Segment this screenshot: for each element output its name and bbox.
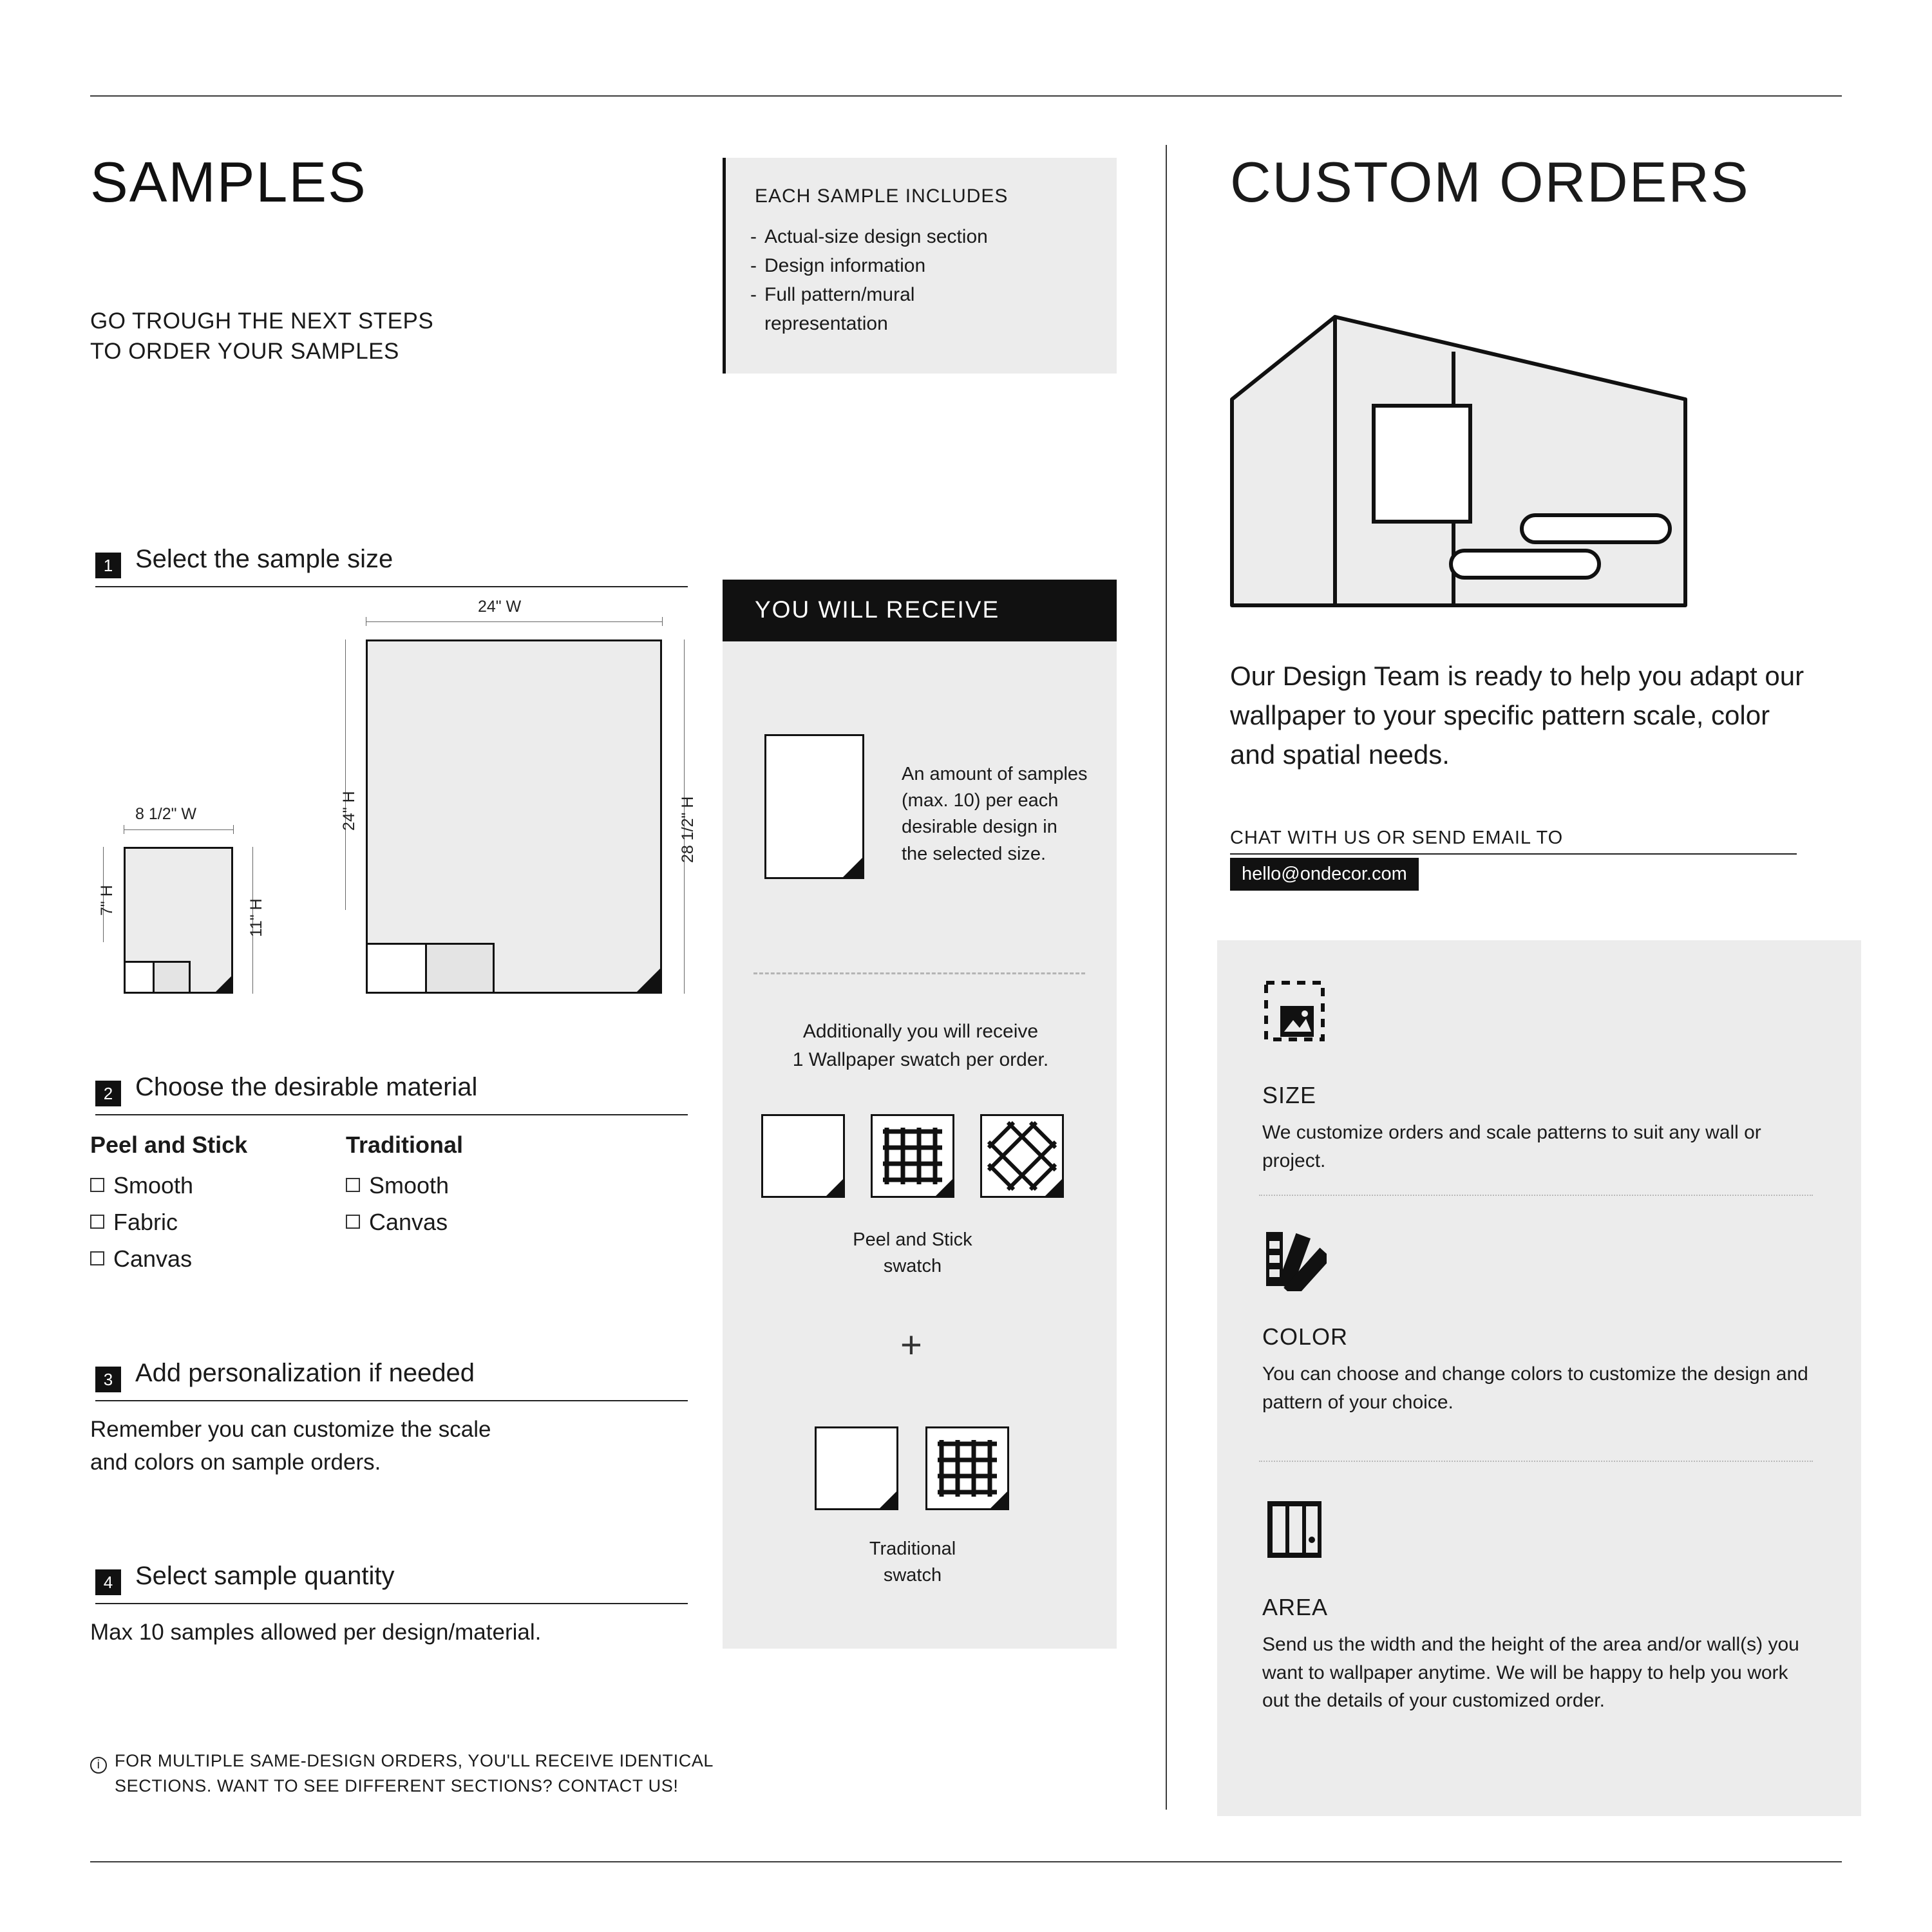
step-label: Add personalization if needed (135, 1359, 475, 1387)
page-title-custom-orders: CUSTOM ORDERS (1230, 150, 1750, 214)
material-option-label: Canvas (113, 1245, 193, 1272)
additional-note-line1: Additionally you will receive (802, 1021, 1039, 1042)
list-item-label: Actual-size design section (764, 226, 988, 247)
panel-dashed-divider (753, 972, 1085, 974)
wall-area-icon (1262, 1497, 1327, 1565)
contact-underline (1230, 853, 1797, 855)
dash-marker: - (750, 255, 757, 276)
image-frame-icon (1262, 979, 1327, 1046)
plus-symbol: + (900, 1324, 922, 1366)
dim-tick (662, 617, 663, 626)
feature-separator (1259, 1195, 1813, 1196)
sample-size-small-preview (124, 847, 233, 994)
step-4-description: Max 10 samples allowed per design/material. (90, 1620, 542, 1645)
checkbox-icon[interactable] (90, 1215, 104, 1229)
material-option-peel-fabric[interactable] (90, 1209, 178, 1236)
feature-text-color: You can choose and change colors to customize the design and pattern of your choice. (1262, 1363, 1808, 1413)
each-sample-includes-title: EACH SAMPLE INCLUDES (755, 185, 1009, 207)
feature-title-color: COLOR (1262, 1323, 1349, 1350)
dim-label-small-width: 8 1/2" W (135, 805, 197, 823)
material-option-trad-canvas[interactable] (346, 1209, 448, 1236)
list-item-label: Design information (764, 255, 926, 276)
material-option-peel-smooth[interactable] (90, 1172, 193, 1199)
corner-fold (936, 1179, 952, 1196)
dash-marker: - (750, 226, 757, 247)
peel-and-stick-swatch-caption (761, 1227, 1064, 1279)
list-item-label: representation (764, 313, 888, 334)
corner-fold (843, 858, 862, 877)
corner-fold (990, 1492, 1007, 1508)
swatch-white-block (368, 943, 427, 992)
material-option-label: Canvas (369, 1209, 448, 1235)
swatch-grid-peel (871, 1114, 954, 1198)
dim-label-small-height-right: 11" H (247, 898, 265, 937)
swatch-diagonal-peel (980, 1114, 1064, 1198)
list-item (750, 222, 1092, 251)
bottom-divider (90, 1861, 1842, 1862)
contact-email-link[interactable]: hello@ondecor.com (1230, 858, 1419, 891)
each-sample-includes-list (750, 222, 1092, 338)
samples-subtitle-line1: GO TROUGH THE NEXT STEPS (90, 308, 434, 334)
step-underline (95, 1603, 688, 1604)
column-divider (1166, 145, 1167, 1810)
dim-line-left-large (345, 639, 346, 910)
dim-line-top-large (366, 621, 662, 622)
swatch-plain-traditional (815, 1426, 898, 1510)
swatch-plain-peel (761, 1114, 845, 1198)
accent-bar (723, 158, 726, 374)
material-option-peel-canvas[interactable] (90, 1245, 192, 1273)
page-title-samples: SAMPLES (90, 150, 367, 214)
corner-fold (637, 969, 660, 992)
caption-line2: swatch (883, 1255, 942, 1276)
material-group-peel-and-stick-title: Peel and Stick (90, 1132, 248, 1158)
footnote-line1: FOR MULTIPLE SAME-DESIGN ORDERS, YOU'LL RECEIVE IDENTICAL (115, 1751, 714, 1770)
traditional-swatch-caption (761, 1536, 1064, 1588)
sample-size-large-preview (366, 639, 662, 994)
step-number: 3 (95, 1367, 121, 1392)
dim-tick (233, 825, 234, 834)
checkbox-icon[interactable] (90, 1178, 104, 1192)
checkbox-icon[interactable] (346, 1178, 360, 1192)
feature-text-size: We customize orders and scale patterns to suit any wall or project. (1262, 1122, 1761, 1171)
dim-label-large-height-left: 24" H (340, 791, 358, 831)
dash-spacer (750, 309, 764, 338)
checkbox-icon[interactable] (346, 1215, 360, 1229)
samples-subtitle (90, 306, 433, 367)
caption-line1: Peel and Stick (853, 1229, 972, 1250)
footnote (90, 1748, 927, 1799)
material-option-label: Smooth (369, 1172, 450, 1198)
contact-label: CHAT WITH US OR SEND EMAIL TO (1230, 828, 1564, 848)
feature-title-size: SIZE (1262, 1082, 1317, 1108)
feature-text-area: Send us the width and the height of the area and/or wall(s) you want to wallpaper anytime. We will be happy to help you work out the details of your customized order. (1262, 1634, 1799, 1711)
caption-line2: swatch (883, 1564, 942, 1586)
custom-orders-description: Our Design Team is ready to help you adapt our wallpaper to your specific pattern scale, color and spatial needs. (1230, 661, 1804, 770)
dim-label-large-width: 24" W (478, 598, 522, 616)
swatch-gray-block (427, 943, 495, 992)
samples-subtitle-line2: TO ORDER YOUR SAMPLES (90, 339, 399, 365)
material-option-label: Smooth (113, 1172, 194, 1198)
list-item-label: Full pattern/mural (764, 284, 915, 305)
list-item-continuation (750, 309, 1092, 338)
feature-title-area: AREA (1262, 1594, 1329, 1620)
corner-fold (826, 1179, 843, 1196)
corner-fold (880, 1492, 896, 1508)
step-3-description-line1: Remember you can customize the scale (90, 1417, 491, 1442)
step-label: Select the sample size (135, 545, 393, 573)
sample-sheet-preview (764, 734, 864, 879)
feature-separator (1259, 1461, 1813, 1462)
checkbox-icon[interactable] (90, 1251, 104, 1265)
dash-marker: - (750, 284, 757, 305)
top-divider (90, 95, 1842, 97)
additional-note (735, 1018, 1106, 1074)
step-underline (95, 1114, 688, 1115)
list-item (750, 280, 1092, 309)
corner-fold (216, 976, 231, 992)
caption-line1: Traditional (869, 1539, 956, 1559)
step-number: 2 (95, 1081, 121, 1106)
dim-line-top-small (124, 829, 233, 830)
house-illustration (1227, 303, 1690, 618)
material-option-label: Fabric (113, 1209, 178, 1235)
step-3-description (90, 1414, 702, 1479)
step-underline (95, 1400, 688, 1401)
material-group-traditional-title: Traditional (346, 1132, 464, 1158)
step-label: Choose the desirable material (135, 1073, 478, 1101)
footnote-line2: SECTIONS. WANT TO SEE DIFFERENT SECTIONS? CONTACT US! (115, 1776, 679, 1796)
dim-label-large-height-right: 28 1/2" H (679, 796, 697, 863)
step-label: Select sample quantity (135, 1562, 395, 1590)
corner-fold (1045, 1179, 1062, 1196)
step-number: 1 (95, 553, 121, 578)
swatch-gray-block (155, 961, 191, 992)
dim-label-small-height-left: 7" H (98, 885, 116, 916)
step-3-description-line2: and colors on sample orders. (90, 1449, 381, 1475)
you-will-receive-description: An amount of samples (max. 10) per each desirable design in the selected size. (902, 764, 1088, 864)
step-underline (95, 586, 688, 587)
step-number: 4 (95, 1569, 121, 1595)
additional-note-line2: 1 Wallpaper swatch per order. (792, 1048, 1049, 1070)
info-icon: i (90, 1757, 107, 1774)
you-will-receive-header (723, 580, 1117, 641)
swatch-white-block (126, 961, 155, 992)
list-item (750, 251, 1092, 280)
color-palette-icon (1262, 1227, 1327, 1294)
you-will-receive-title: YOU WILL RECEIVE (755, 596, 1000, 623)
material-option-trad-smooth[interactable] (346, 1172, 449, 1199)
swatch-grid-traditional (925, 1426, 1009, 1510)
